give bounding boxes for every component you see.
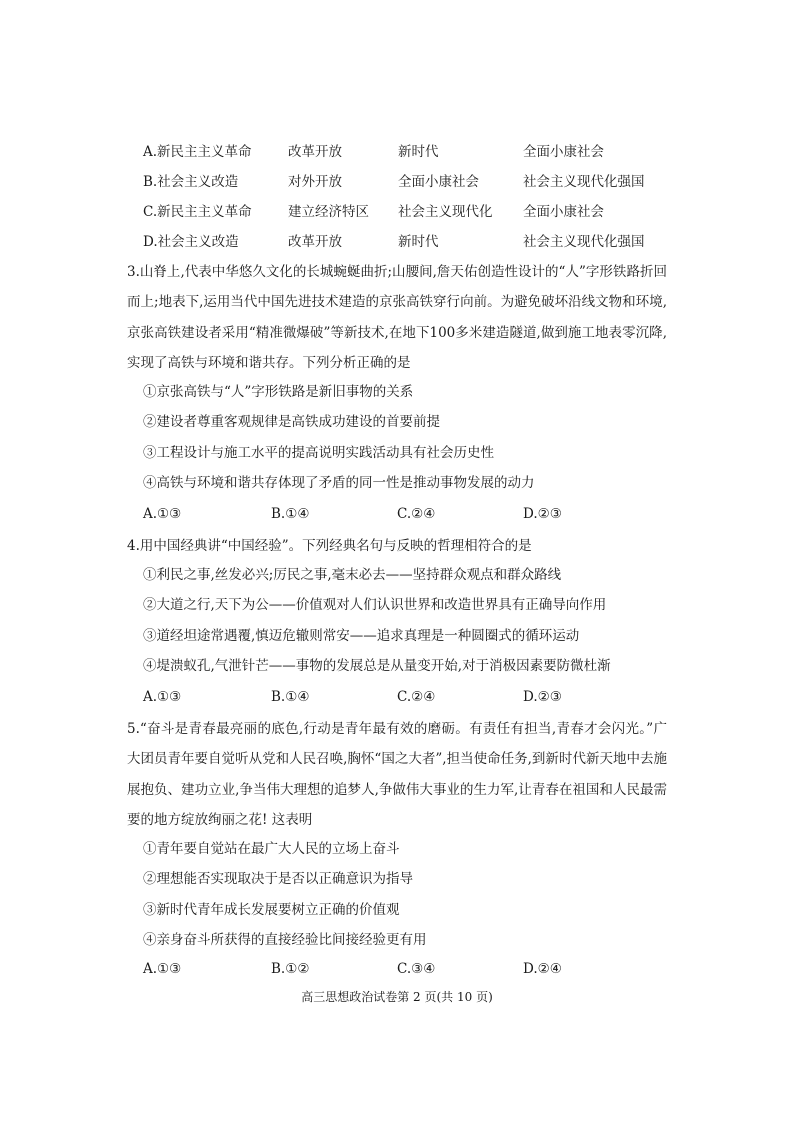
q4-answer-a: A.①③	[143, 689, 182, 705]
q4-statement-3: ③道经坦途常遇覆,慎迈危辙则常安——追求真理是一种圆圈式的循环运动	[143, 628, 580, 644]
q3-answer-a: A.①③	[143, 506, 182, 522]
q5-statement-3: ③新时代青年成长发展要树立正确的价值观	[143, 902, 400, 918]
q3-statement-1: ①京张高铁与“人”字形铁路是新旧事物的关系	[143, 384, 414, 400]
q4-statement-1: ①利民之事,丝发必兴;厉民之事,毫末必去——坚持群众观点和群众路线	[143, 567, 562, 583]
q2-option-d-col3: 新时代	[398, 234, 439, 250]
q3-statement-4: ④高铁与环境和谐共存体现了矛盾的同一性是推动事物发展的动力	[143, 475, 535, 491]
q2-option-b-col1: B.社会主义改造	[143, 174, 239, 190]
q3-statement-3: ③工程设计与施工水平的提高说明实践活动具有社会历史性	[143, 445, 494, 461]
q2-option-c-col4: 全面小康社会	[523, 204, 604, 220]
q5-answer-d: D.②④	[523, 961, 562, 977]
q5-answer-a: A.①③	[143, 961, 182, 977]
q2-option-a-col2: 改革开放	[288, 144, 342, 160]
q4-answer-d: D.②③	[523, 689, 562, 705]
q5-answer-c: C.③④	[397, 961, 436, 977]
q3-answer-d: D.②③	[523, 506, 562, 522]
q4-answer-b: B.①④	[271, 689, 310, 705]
q2-option-d-col2: 改革开放	[288, 234, 342, 250]
q3-statement-2: ②建设者尊重客观规律是高铁成功建设的首要前提	[143, 414, 440, 430]
q2-option-a-col4: 全面小康社会	[523, 144, 604, 160]
q4-stem: 4.用中国经典讲“中国经验”。下列经典名句与反映的哲理相符合的是	[127, 538, 532, 554]
q2-option-b-col2: 对外开放	[288, 174, 342, 190]
q2-option-a-col1: A.新民主主义革命	[143, 144, 252, 160]
q3-answer-c: C.②④	[397, 506, 436, 522]
q3-answers	[143, 503, 643, 525]
q5-statement-4: ④亲身奋斗所获得的直接经验比间接经验更有用	[143, 932, 427, 948]
q5-statement-2: ②理想能否实现取决于是否以正确意识为指导	[143, 871, 413, 887]
q2-option-d-col1: D.社会主义改造	[143, 234, 239, 250]
q2-option-b-col3: 全面小康社会	[398, 174, 479, 190]
q4-statement-4: ④堤溃蚁孔,气泄针芒——事物的发展总是从量变开始,对于消极因素要防微杜渐	[143, 658, 611, 674]
q4-answer-c: C.②④	[397, 689, 436, 705]
page-footer: 高三思想政治试卷第 2 页(共 10 页)	[301, 990, 493, 1004]
q3-stem: 3.山脊上,代表中华悠久文化的长城蜿蜒曲折;山腰间,詹天佑创造性设计的“人”字形铁路折回而上;地表下,运用当代中国先进技术建造的京张高铁穿行向前。为避免破坏沿线文物和环境,京张高铁建设者采用“精准微爆破”等新技术,在地下100多米建造隧道,做到施工地表零沉降,实现了高铁与环境和谐共存。下列分析正确的是	[127, 264, 667, 371]
q2-option-a-col3: 新时代	[398, 144, 439, 160]
q5-stem: 5.“奋斗是青春最亮丽的底色,行动是青年最有效的磨砺。有责任有担当,青春才会闪光。”广大团员青年要自觉听从党和人民召唤,胸怀“国之大者”,担当使命任务,到新时代新天地中去施展抱负、建功立业,争当伟大理想的追梦人,争做伟大事业的生力军,让青春在祖国和人民最需要的地方绽放绚丽之花! 这表明	[127, 721, 667, 828]
q2-option-c-col2: 建立经济特区	[288, 204, 369, 220]
q5-statement-1: ①青年要自觉站在最广大人民的立场上奋斗	[143, 841, 400, 857]
q4-statement-2: ②大道之行,天下为公——价值观对人们认识世界和改造世界具有正确导向作用	[143, 597, 607, 613]
q2-option-b-col4: 社会主义现代化强国	[523, 174, 645, 190]
q2-option-c-col1: C.新民主主义革命	[143, 204, 252, 220]
q2-option-c-col3: 社会主义现代化	[398, 204, 493, 220]
q4-answers	[143, 686, 643, 708]
q2-option-d-col4: 社会主义现代化强国	[523, 234, 645, 250]
q5-answers	[143, 958, 643, 980]
q3-answer-b: B.①④	[271, 506, 310, 522]
q5-answer-b: B.①②	[271, 961, 310, 977]
